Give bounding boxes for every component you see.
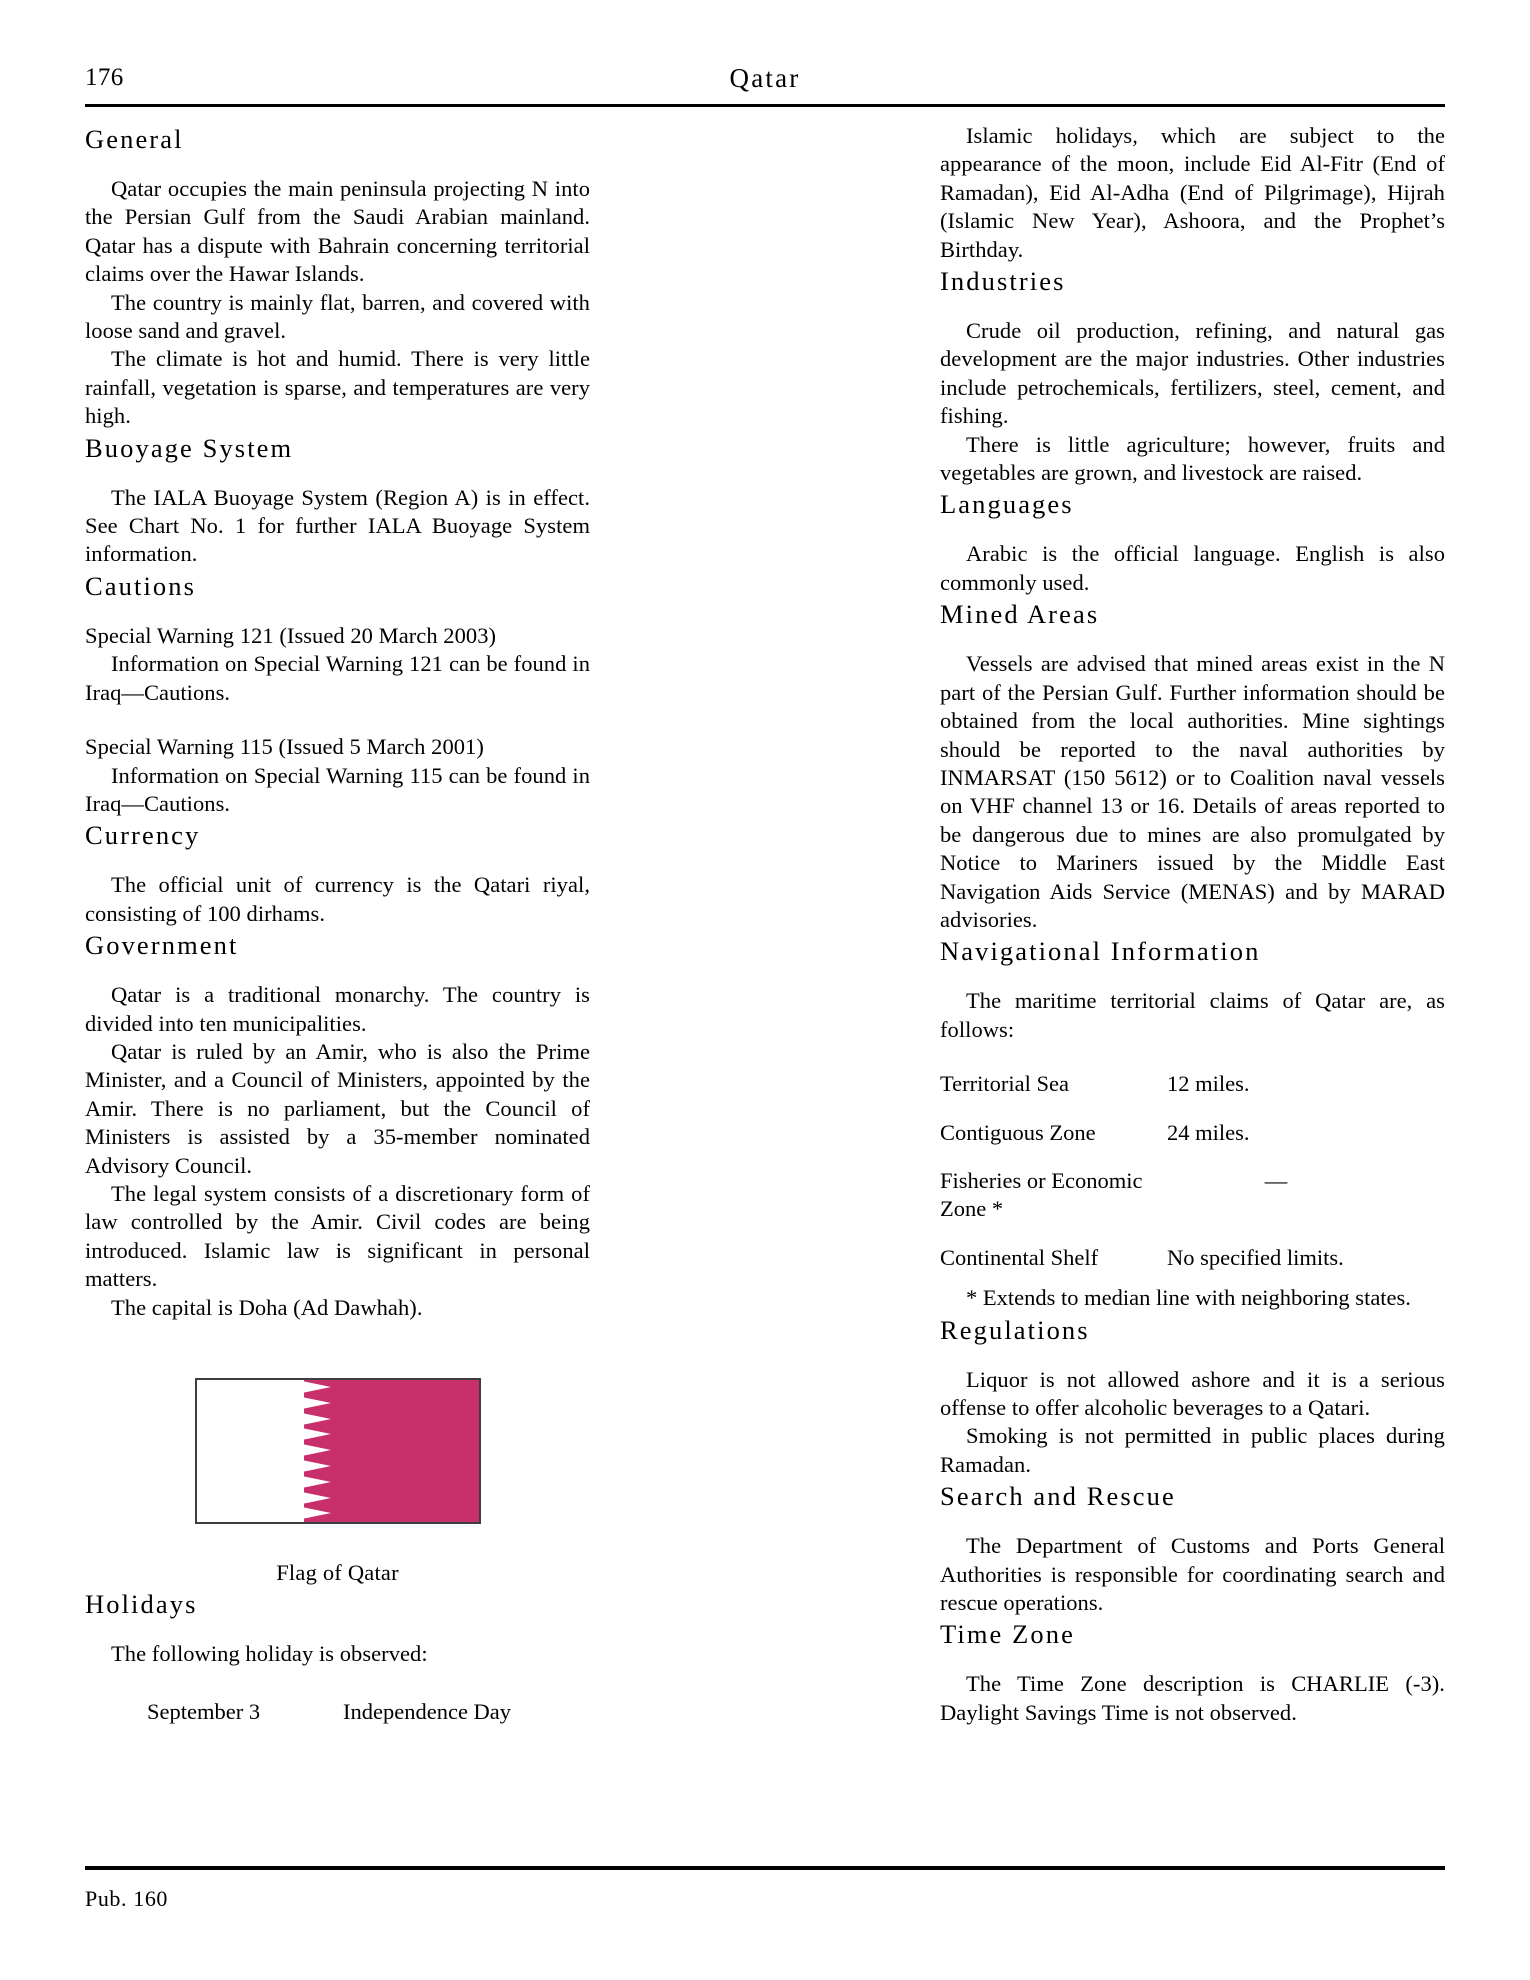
section-heading-currency: Currency	[85, 820, 201, 851]
flag-white-band	[197, 1380, 304, 1522]
section-heading-regulations: Regulations	[940, 1314, 1090, 1345]
holidays-table	[85, 1698, 590, 1726]
page-number: 176	[85, 64, 124, 91]
section-heading-navigational-information: Navigational Information	[940, 936, 1261, 967]
paragraph: The climate is hot and humid. There is very little rainfall, vegetation is sparse, and temperatures are very high.	[85, 346, 590, 429]
spacer	[85, 707, 590, 733]
right-column	[940, 122, 1445, 1852]
paragraph: The IALA Buoyage System (Region A) is in effect. See Chart No. 1 for further IALA Buoyage System information.	[85, 484, 590, 567]
paragraph: Crude oil production, refining, and natural gas development are the major industries. Other industries include petrochemicals, fertilizers, steel, cement, and fishing.	[940, 318, 1445, 429]
left-column	[85, 122, 590, 1852]
section-heading-cautions: Cautions	[85, 570, 197, 601]
special-warning-title: Special Warning 115 (Issued 5 March 2001)	[85, 734, 484, 760]
section-heading-industries: Industries	[940, 266, 1066, 297]
section-heading-time-zone: Time Zone	[940, 1619, 1075, 1650]
header-rule	[85, 104, 1445, 107]
paragraph: The Time Zone description is CHARLIE (-3). Daylight Savings Time is not observed.	[940, 1671, 1445, 1725]
paragraph: There is little agriculture; however, fruits and vegetables are grown, and livestock are raised.	[940, 431, 1445, 486]
figure-caption: Flag of Qatar	[276, 1560, 399, 1585]
paragraph: The Department of Customs and Ports General Authorities is responsible for coordinating search and rescue operations.	[940, 1533, 1445, 1616]
section-heading-mined-areas: Mined Areas	[940, 599, 1100, 630]
table-footnote: * Extends to median line with neighboring states.	[966, 1285, 1411, 1311]
special-warning-title: Special Warning 121 (Issued 20 March 2003)	[85, 622, 497, 648]
claim-value: —	[1264, 1167, 1288, 1193]
paragraph: Qatar occupies the main peninsula projecting N into the Persian Gulf from the Saudi Arabian mainland. Qatar has a dispute with Bahrain concerning territorial claims over the Hawar Islands.	[85, 176, 590, 287]
claim-label: Continental Shelf	[940, 1244, 1099, 1270]
section-heading-languages: Languages	[940, 489, 1074, 520]
claim-value: No specified limits.	[1166, 1244, 1344, 1270]
claim-label: Territorial Sea	[940, 1071, 1069, 1097]
section-heading-search-and-rescue: Search and Rescue	[940, 1481, 1176, 1512]
paragraph: Vessels are advised that mined areas exist in the N part of the Persian Gulf. Further information should be obtained from the local authorities. Mine sightings should be reported to the naval authorities by INMARSAT (150 5612) or to Coalition naval vessels on VHF channel 13 or 16. Details of areas reported to be dangerous due to mines are also promulgated by Notice to Mariners issued by the Middle East Navigation Aids Service (MENAS) and by MARAD advisories.	[940, 651, 1445, 932]
paragraph: The legal system consists of a discretionary form of law controlled by the Amir. Civil codes are being introduced. Islamic law is significant in personal matters.	[85, 1180, 590, 1292]
claim-label: Fisheries or Economic Zone *	[940, 1167, 1143, 1222]
claim-value: 24 miles.	[1166, 1119, 1250, 1145]
section-heading-general: General	[85, 124, 184, 154]
paragraph: The maritime territorial claims of Qatar are, as follows:	[940, 988, 1445, 1042]
table-row	[940, 1119, 1445, 1167]
flag-of-qatar-icon	[195, 1378, 481, 1524]
footer-rule	[85, 1866, 1445, 1870]
paragraph: Qatar is a traditional monarchy. The country is divided into ten municipalities.	[85, 982, 590, 1036]
paragraph: Islamic holidays, which are subject to the appearance of the moon, include Eid Al-Fitr (End of Ramadan), Eid Al-Adha (End of Pilgrimage), Hijrah (Islamic New Year), Ashoora, and the Prophet’s Birthday.	[940, 123, 1445, 262]
section-heading-buoyage-system: Buoyage System	[85, 432, 294, 463]
publication-footer: Pub. 160	[85, 1886, 169, 1911]
table-row	[940, 1167, 1445, 1244]
paragraph: The capital is Doha (Ad Dawhah).	[111, 1294, 423, 1320]
claim-value: 12 miles.	[1166, 1071, 1250, 1097]
two-column-body	[85, 122, 1445, 1852]
claim-label: Contiguous Zone	[940, 1119, 1096, 1145]
maritime-claims-table	[940, 1070, 1445, 1284]
table-row	[940, 1244, 1445, 1284]
paragraph: Qatar is ruled by an Amir, who is also the Prime Minister, and a Council of Ministers, appointed by the Amir. There is no parliament, but the Council of Ministers is assisted by a 35-member nominated Advisory Council.	[85, 1038, 590, 1178]
paragraph: Liquor is not allowed ashore and it is a serious offense to offer alcoholic beverages to a Qatari.	[940, 1366, 1445, 1420]
holiday-name: Independence Day	[343, 1699, 512, 1725]
paragraph: Smoking is not permitted in public places during Ramadan.	[940, 1423, 1445, 1477]
section-heading-holidays: Holidays	[85, 1589, 198, 1619]
special-warning-text: Information on Special Warning 121 can be found in Iraq—Cautions.	[85, 651, 590, 705]
paragraph: Arabic is the official language. English is also commonly used.	[940, 541, 1445, 595]
paragraph: The official unit of currency is the Qatari riyal, consisting of 100 dirhams.	[85, 872, 590, 926]
holiday-date: September 3	[147, 1699, 261, 1725]
flag-figure	[85, 1378, 590, 1587]
paragraph: The following holiday is observed:	[111, 1641, 428, 1666]
section-heading-government: Government	[85, 930, 239, 961]
flag-serration	[297, 1380, 331, 1522]
paragraph: The country is mainly flat, barren, and covered with loose sand and gravel.	[85, 289, 590, 344]
table-row	[940, 1070, 1445, 1118]
special-warning-text: Information on Special Warning 115 can be found in Iraq—Cautions.	[85, 762, 590, 816]
running-title: Qatar	[729, 63, 801, 93]
page-header	[85, 62, 1445, 110]
table-row	[85, 1698, 590, 1726]
